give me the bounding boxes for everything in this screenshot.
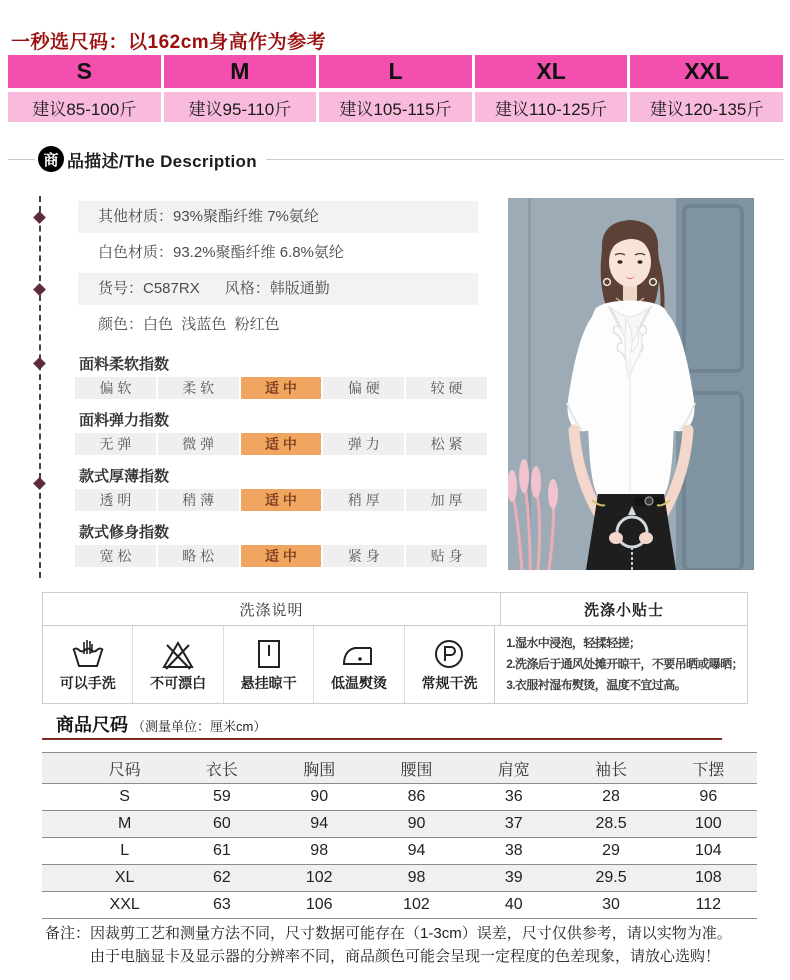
wash-label: 悬挂晾干 [240,675,297,691]
size-chart-header-row [42,752,757,784]
index-scale [75,433,487,455]
maroon-underline [42,738,722,740]
hand-wash-icon [70,636,106,672]
dry-clean-icon [431,636,467,672]
wash-cell-no-bleach [133,626,223,703]
wash-cell-low-iron [314,626,404,703]
size-guide-table [8,55,783,122]
index-option: 微 弹 [158,433,239,455]
dashed-guide-line [39,196,41,578]
cell: 62 [213,869,231,886]
diamond-marker [33,357,46,370]
cell: 112 [695,896,722,913]
wash-cell-hand-wash [43,626,133,703]
index-option: 略 松 [158,545,239,567]
index-group-thickness [75,467,487,511]
washing-tips-title: 洗涤小贴士 [583,601,664,619]
washing-instructions-title: 洗涤说明 [43,593,501,625]
size-chart-table [42,752,757,919]
index-option: 稍 厚 [323,489,404,511]
info-row-other-material: 其他材质：93%聚酯纤维 7%氨纶 [78,201,478,233]
table-row-s [42,784,757,811]
note-line: 因裁剪工艺和测量方法不同，尺寸数据可能存在（1-3cm）误差，尺寸仅供参考，请以实物为准。 [90,925,732,942]
divider-line-right [266,159,784,160]
cell: 98 [310,842,329,859]
index-label: 面料柔软指数 [79,356,170,373]
size-option-s: S [8,55,161,88]
low-iron-icon [341,636,377,672]
index-option: 加 厚 [406,489,487,511]
notes-prefix: 备注： [45,925,91,942]
cell: 108 [694,869,722,886]
wash-label: 低温熨烫 [331,675,388,691]
index-option: 偏 软 [75,377,156,399]
table-row-xxl [42,892,757,919]
divider-line-left [8,159,35,160]
index-group-stretch [75,411,487,455]
index-group-fit [75,523,487,567]
col-header: 尺码 [108,761,141,779]
weight-range-m: 建议95-110斤 [164,92,317,122]
col-header: 衣长 [205,761,238,779]
note-line: 由于电脑显卡及显示器的分辨率不同，商品颜色可能会呈现一定程度的色差现象，请放心选购！ [90,948,721,966]
washing-header-row [43,593,747,626]
wash-tip: 2.洗涤后于通风处摊开晾干，不要吊晒或曝晒； [506,657,743,671]
cell: 104 [694,842,722,859]
washing-instructions-box [42,592,748,704]
cell: 60 [213,815,231,832]
cell: 59 [213,788,231,805]
index-scale [75,545,487,567]
cell: XL [114,869,135,886]
cell: 28.5 [595,815,627,832]
index-option-selected: 适 中 [241,377,322,399]
col-header: 肩宽 [497,761,530,779]
cell: 102 [305,869,333,886]
shang-badge-icon: 商 [38,146,64,172]
size-chart-title [56,711,266,737]
diamond-marker [33,211,46,224]
washing-icon-cells [43,626,495,703]
index-scale [75,489,487,511]
info-row-white-material: 白色材质：93.2%聚酯纤维 6.8%氨纶 [98,244,344,261]
cell: 30 [602,896,620,913]
notes-lines [90,922,767,969]
no-bleach-icon [160,636,196,672]
cell: 98 [407,869,426,886]
cell: 90 [407,815,426,832]
diamond-marker [33,477,46,490]
size-chart-unit-note: （测量单位：厘米cm） [132,719,267,734]
description-section-header [8,145,784,173]
size-guide-header-row [8,55,783,88]
cell: 90 [310,788,329,805]
col-header: 下摆 [692,761,725,779]
col-header: 胸围 [303,761,336,779]
fabric-index-section [75,355,487,579]
cell: 37 [504,815,523,832]
index-option-selected: 适 中 [241,433,322,455]
cell: 96 [699,788,718,805]
wash-tip: 1.湿水中浸泡，轻揉轻搓； [506,636,641,650]
index-option-selected: 适 中 [241,545,322,567]
cell: 29 [602,842,620,859]
wash-label: 不可漂白 [150,675,207,691]
index-label: 款式厚薄指数 [79,468,170,485]
index-option: 弹 力 [323,433,404,455]
col-header: 腰围 [400,761,433,779]
wash-cell-dry-clean [405,626,494,703]
cell: S [119,788,130,805]
info-row-item-number-style: 货号：C587RX 风格：韩版通勤 [78,273,478,305]
weight-range-xl: 建议110-125斤 [475,92,628,122]
index-option: 无 弹 [75,433,156,455]
cell: 29.5 [595,869,627,886]
index-option: 松 紧 [406,433,487,455]
cell: 38 [504,842,523,859]
washing-tips-list [495,626,747,703]
cell: 28 [602,788,620,805]
cell: 106 [305,896,333,913]
cell: 39 [504,869,523,886]
cell: 36 [504,788,523,805]
size-option-m: M [164,55,317,88]
index-option: 贴 身 [406,545,487,567]
index-option: 透 明 [75,489,156,511]
cell: 63 [213,896,231,913]
cell: 100 [694,815,722,832]
cell: 86 [407,788,426,805]
weight-range-l: 建议105-115斤 [319,92,472,122]
cell: 40 [504,896,523,913]
cell: L [120,842,130,859]
index-option: 偏 硬 [323,377,404,399]
size-option-xl: XL [475,55,628,88]
diamond-marker [33,283,46,296]
table-row-l [42,838,757,865]
wash-cell-hang-dry [224,626,314,703]
size-chart-title-text: 商品尺码 [56,715,128,735]
size-guide-weight-row [8,90,783,122]
info-row-colors: 颜色：白色 浅蓝色 粉红色 [98,316,280,333]
size-option-xxl: XXL [630,55,783,88]
table-row-xl [42,865,757,892]
weight-range-s: 建议85-100斤 [8,92,161,122]
washing-body [43,626,747,703]
index-option: 较 硬 [406,377,487,399]
index-option: 稍 薄 [158,489,239,511]
cell: M [117,815,132,832]
cell: 94 [407,842,426,859]
col-header: 袖长 [595,761,628,779]
weight-range-xxl: 建议120-135斤 [630,92,783,122]
index-group-softness [75,355,487,399]
size-option-l: L [319,55,472,88]
index-option: 紧 身 [323,545,404,567]
size-guide-title: 一秒选尺码：以162cm身高作为参考 [11,32,327,53]
wash-label: 可以手洗 [59,675,116,691]
product-info-list [78,201,478,345]
index-option-selected: 适 中 [241,489,322,511]
footer-notes [45,922,767,969]
wash-tip: 3.衣服衬湿布熨烫，温度不宜过高。 [506,678,686,692]
index-option: 柔 软 [158,377,239,399]
cell: XXL [109,896,140,913]
index-option: 宽 松 [75,545,156,567]
product-image [508,198,754,570]
cell: 61 [213,842,231,859]
hang-dry-icon [251,636,287,672]
table-row-m [42,811,757,838]
section-title: 品描述/The Description [67,151,257,171]
index-label: 款式修身指数 [79,524,170,541]
index-label: 面料弹力指数 [79,412,170,429]
index-scale [75,377,487,399]
cell: 102 [403,896,430,913]
cell: 94 [310,815,329,832]
wash-label: 常规干洗 [421,675,478,691]
